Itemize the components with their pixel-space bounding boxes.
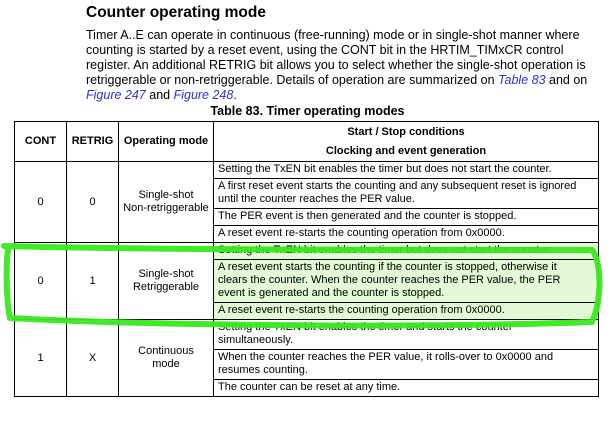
header-cont: CONT xyxy=(15,122,67,162)
header-retrig: RETRIG xyxy=(67,122,119,162)
condition-paragraph xyxy=(214,209,598,226)
condition-paragraph xyxy=(214,350,598,380)
cell-operating-mode xyxy=(119,162,214,243)
condition-text-line: The PER event is then generated and the counter is stopped. xyxy=(218,210,517,222)
paragraph-line: Timer A..E can operate in continuous (free-running) mode or in single-shot manner where xyxy=(86,28,580,42)
cell-conditions xyxy=(214,243,599,320)
cell-conditions xyxy=(214,162,599,243)
section-heading: Counter operating mode xyxy=(86,4,266,21)
header-conditions-line1: Start / Stop conditions xyxy=(347,125,465,138)
header-operating-mode: Operating mode xyxy=(119,122,214,162)
paragraph-line-refs xyxy=(86,73,606,88)
cell-retrig: X xyxy=(67,320,119,397)
condition-paragraph xyxy=(214,320,598,350)
paragraph-text: and on xyxy=(545,73,588,87)
condition-paragraph xyxy=(214,380,598,396)
header-conditions-line2: Clocking and event generation xyxy=(325,144,487,157)
cell-cont: 1 xyxy=(15,320,67,397)
condition-text-line: Setting the TxEN bit enables the timer but does not start the counter. xyxy=(218,163,552,175)
paragraph-line: register. An additional RETRIG bit allows you to select whether the single-shot operation is xyxy=(86,58,586,72)
paragraph-text: and xyxy=(145,88,174,102)
figure-247-link[interactable]: Figure 247 xyxy=(86,88,146,102)
condition-text-line: A reset event starts the counting if the counter is stopped, otherwise it xyxy=(218,261,557,273)
cell-retrig: 1 xyxy=(67,243,119,320)
condition-text-line: until the counter reaches the PER value. xyxy=(218,193,415,205)
timer-modes-table xyxy=(14,121,599,397)
cell-conditions xyxy=(214,320,599,397)
operating-mode-text: Continuous xyxy=(138,345,194,357)
condition-paragraph xyxy=(214,303,598,319)
table-caption: Table 83. Timer operating modes xyxy=(210,104,405,118)
paragraph-text: . xyxy=(233,88,237,102)
row-retriggerable xyxy=(15,243,599,320)
condition-text-line: The counter can be reset at any time. xyxy=(218,381,401,393)
condition-text-line: Setting the TxEN bit enables the timer but does not start the counter. xyxy=(218,244,552,256)
operating-mode-text: Single-shot xyxy=(138,189,194,201)
condition-text-line: A first reset event starts the counting and any subsequent reset is ignored xyxy=(218,180,577,192)
condition-text-line: clears the counter. When the counter reaches the PER value, the PER xyxy=(218,274,561,286)
table-83-link[interactable]: Table 83 xyxy=(498,73,546,87)
cell-operating-mode xyxy=(119,320,214,397)
condition-paragraph xyxy=(214,243,598,260)
condition-text-line: A reset event re-starts the counting operation from 0x0000. xyxy=(218,227,505,239)
condition-paragraph xyxy=(214,162,598,179)
paragraph-line: counting is started by a reset event, using the CONT bit in the HRTIM_TIMxCR control xyxy=(86,43,564,57)
row-non-retriggerable xyxy=(15,162,599,243)
paragraph-line-figures xyxy=(86,88,606,103)
cell-cont: 0 xyxy=(15,162,67,243)
intro-paragraph xyxy=(86,28,606,103)
condition-text-line: Setting the TxEN bit enables the timer and starts the counter xyxy=(218,321,513,333)
cell-retrig: 0 xyxy=(67,162,119,243)
condition-text-line: A reset event re-starts the counting operation from 0x0000. xyxy=(218,304,505,316)
cell-cont: 0 xyxy=(15,243,67,320)
paragraph-text: retriggerable or non-retriggerable. Details of operation are summarized on xyxy=(86,73,499,87)
condition-text-line: When the counter reaches the PER value, it rolls-over to 0x0000 and xyxy=(218,351,554,363)
operating-mode-text: mode xyxy=(152,358,180,370)
table-header-row xyxy=(15,122,599,162)
condition-paragraph xyxy=(214,260,598,303)
condition-text-line: resumes counting. xyxy=(218,364,308,376)
condition-paragraph xyxy=(214,226,598,242)
header-conditions xyxy=(214,122,599,162)
condition-text-line: event is generated and the counter is stopped. xyxy=(218,287,445,299)
operating-mode-text: Single-shot xyxy=(138,268,194,280)
condition-text-line: simultaneously. xyxy=(218,334,293,346)
cell-operating-mode xyxy=(119,243,214,320)
operating-mode-text: Retriggerable xyxy=(132,281,200,293)
condition-paragraph xyxy=(214,179,598,209)
operating-mode-text: Non-retriggerable xyxy=(123,202,209,214)
figure-248-link[interactable]: Figure 248 xyxy=(173,88,234,102)
row-continuous xyxy=(15,320,599,397)
